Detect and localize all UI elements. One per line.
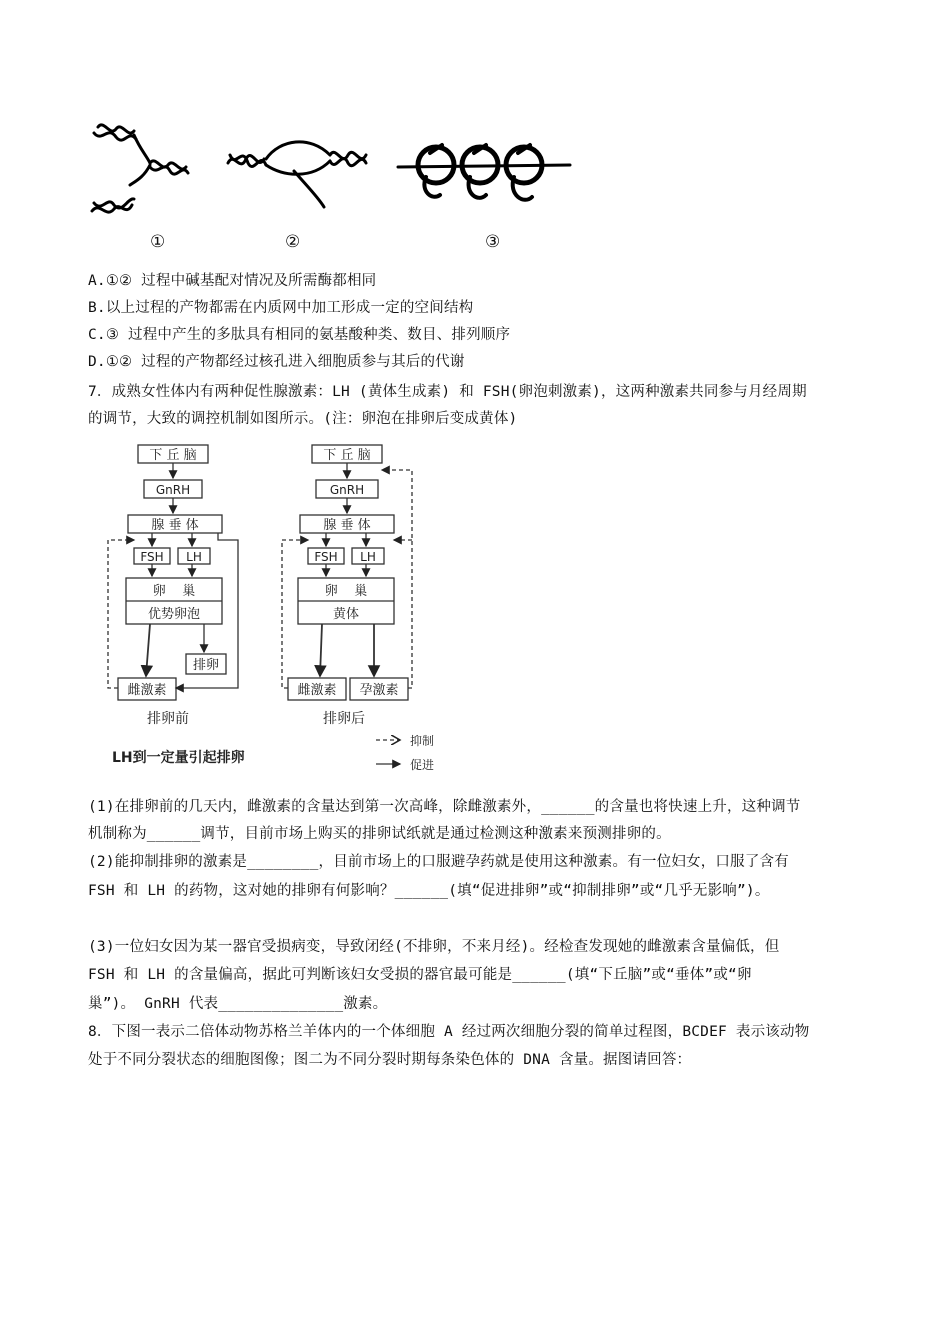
right-estrogen: 雌激素 [297, 683, 337, 698]
option-c: C.③ 过程中产生的多肽具有相同的氨基酸种类、数目、排列顺序 [88, 327, 511, 343]
right-hypothalamus: 下 丘 脑 [323, 448, 371, 463]
transcription-sketch [228, 142, 366, 207]
right-lh: LH [360, 550, 376, 564]
q7-sub1-line2: 机制称为______调节，目前市场上购买的排卵试纸就是通过检测这种激素来预测排卵的。 [88, 826, 671, 842]
left-fsh: FSH [140, 550, 164, 564]
left-hypothalamus: 下 丘 脑 [149, 448, 197, 463]
label-after-ovulation: 排卵后 [323, 711, 365, 727]
q7-intro-line1: 7．成熟女性体内有两种促性腺激素：LH (黄体生成素) 和 FSH(卵泡刺激素)，这两种激素共同参与月经周期 [88, 384, 807, 400]
right-corpus-luteum: 黄体 [332, 607, 360, 622]
right-fsh: FSH [314, 550, 338, 564]
lh-ovulation-note: LH到一定量引起排卵 [112, 750, 245, 766]
q7-sub1-line1: (1)在排卵前的几天内，雌激素的含量达到第一次高峰，除雌激素外，______的含量也将快速上升，这种调节 [88, 799, 801, 815]
left-follicle: 优势卵泡 [147, 607, 201, 622]
q7-sub2-line2: FSH 和 LH 的药物，这对她的排卵有何影响？______(填“促进排卵”或“抑制排卵”或“几乎无影响”)。 [88, 883, 770, 899]
translation-sketch [398, 145, 570, 200]
replication-sketch [92, 125, 188, 212]
process-sketches [80, 115, 600, 230]
label-before-ovulation: 排卵前 [147, 711, 189, 727]
legend-inhibit-label: 抑制 [410, 734, 435, 748]
label-circled-2: ② [285, 232, 301, 252]
left-ovary: 卵 巢 [152, 584, 196, 599]
right-ovary: 卵 巢 [324, 584, 368, 599]
q7-sub3-line1: (3)一位妇女因为某一器官受损病变，导致闭经(不排卵，不来月经)。经检查发现她的雌激素含量偏低，但 [88, 939, 780, 955]
right-pituitary: 腺 垂 体 [323, 518, 371, 533]
q8-line2: 处于不同分裂状态的细胞图像；图二为不同分裂时期每条染色体的 DNA 含量。据图请回答： [88, 1052, 692, 1068]
option-a: A.①② 过程中碱基配对情况及所需酶都相同 [88, 273, 377, 289]
process-figure [80, 115, 600, 265]
q7-sub3-line3: 巢”)。 GnRH 代表______________激素。 [88, 996, 388, 1012]
left-pituitary: 腺 垂 体 [151, 518, 199, 533]
left-gnrh: GnRH [155, 483, 191, 497]
hormone-regulation-diagram [100, 440, 460, 780]
right-gnrh: GnRH [329, 483, 365, 497]
q7-sub2-line1: (2)能抑制排卵的激素是________，目前市场上的口服避孕药就是使用这种激素。有一位妇女，口服了含有 [88, 854, 789, 870]
q7-intro-line2: 的调节，大致的调控机制如图所示。(注：卵泡在排卵后变成黄体) [88, 411, 518, 427]
right-progesterone: 孕激素 [359, 683, 399, 698]
option-b: B.以上过程的产物都需在内质网中加工形成一定的空间结构 [88, 300, 474, 316]
option-d: D.①② 过程的产物都经过核孔进入细胞质参与其后的代谢 [88, 354, 465, 370]
left-ovulation: 排卵 [192, 658, 220, 673]
q8-line1: 8．下图一表示二倍体动物苏格兰羊体内的一个体细胞 A 经过两次细胞分裂的简单过程图，BCDEF 表示该动物 [88, 1024, 810, 1040]
q7-sub3-line2: FSH 和 LH 的含量偏高，据此可判断该妇女受损的器官最可能是______(填“下丘脑”或“垂体”或“卵 [88, 967, 752, 983]
label-circled-3: ③ [485, 232, 501, 252]
left-lh: LH [186, 550, 202, 564]
label-circled-1: ① [150, 232, 166, 252]
legend-promote-label: 促进 [410, 758, 435, 772]
left-estrogen: 雌激素 [127, 683, 167, 698]
